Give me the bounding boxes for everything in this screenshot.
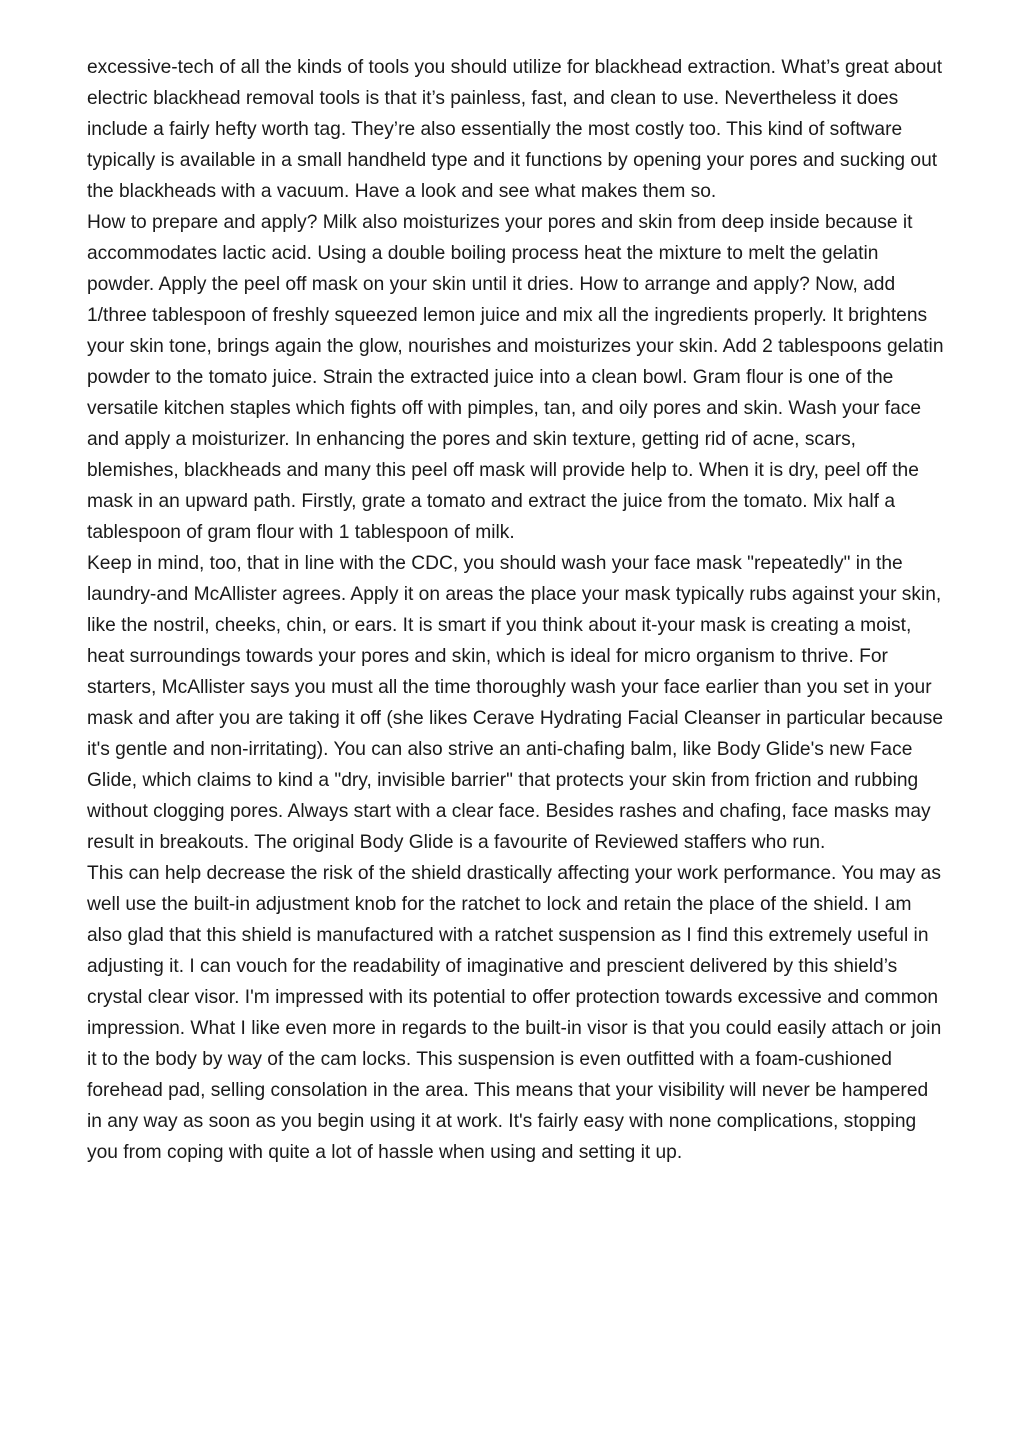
paragraph-face-shield: This can help decrease the risk of the shield drastically affecting your work performance. You may as well use the built-in adjustment knob for the ratchet to lock and retain the place of the shield. I am also glad that this shield is manufactured with a ratchet suspension as I find this extremely useful in adjusting it. I can vouch for the readability of imaginative and prescient delivered by this shield’s crystal clear visor. I'm impressed with its potential to offer protection towards excessive and common impression. What I like even more in regards to the built-in visor is that you could easily attach or join it to the body by way of the cam locks. This suspension is even outfitted with a foam-cushioned forehead pad, selling consolation in the area. This means that your visibility will never be hampered in any way as soon as you begin using it at work. It's fairly easy with none complications, stopping you from coping with quite a lot of hassle when using and setting it up. bbox=[87, 863, 942, 1163]
paragraph-peel-off-mask: How to prepare and apply? Milk also moisturizes your pores and skin from deep inside because it accommodates lactic acid. Using a double boiling process heat the mixture to melt the gelatin powder. Apply the peel off mask on your skin until it dries. How to arrange and apply? Now, add 1/three tablespoon of freshly squeezed lemon juice and mix all the ingredients properly. It brightens your skin tone, brings again the glow, nourishes and moisturizes your skin. Add 2 tablespoons gelatin powder to the tomato juice. Strain the extracted juice into a clean bowl. Gram flour is one of the versatile kitchen staples which fights off with pimples, tan, and oily pores and skin. Wash your face and apply a moisturizer. In enhancing the pores and skin texture, getting rid of acne, scars, blemishes, blackheads and many this peel off mask will provide help to. When it is dry, peel off the mask in an upward path. Firstly, grate a tomato and extract the juice from the tomato. Mix half a tablespoon of gram flour with 1 tablespoon of milk. bbox=[87, 212, 944, 543]
paragraph-face-mask-care: Keep in mind, too, that in line with the CDC, you should wash your face mask "repeatedly" in the laundry-and McAllister agrees. Apply it on areas the place your mask typically rubs against your skin, like the nostril, cheeks, chin, or ears. It is smart if you think about it-your mask is creating a moist, heat surroundings towards your pores and skin, which is ideal for micro organism to thrive. For starters, McAllister says you must all the time thoroughly wash your face earlier than you set in your mask and after you are taking it off (she likes Cerave Hydrating Facial Cleanser in particular because it's gentle and non-irritating). You can also strive an anti-chafing balm, like Body Glide's new Face Glide, which claims to kind a "dry, invisible barrier" that protects your skin from friction and rubbing without clogging pores. Always start with a clear face. Besides rashes and chafing, face masks may result in breakouts. The original Body Glide is a favourite of Reviewed staffers who run. bbox=[87, 553, 944, 853]
paragraph-blackhead-tools: excessive-tech of all the kinds of tools you should utilize for blackhead extraction. What’s great about electric blackhead removal tools is that it’s painless, fast, and clean to use. Nevertheless it does include a fairly hefty worth tag. They’re also essentially the most costly too. This kind of software typically is available in a small handheld type and it functions by opening your pores and sucking out the blackheads with a vacuum. Have a look and see what makes them so. bbox=[87, 57, 943, 202]
document-body bbox=[87, 52, 945, 1168]
